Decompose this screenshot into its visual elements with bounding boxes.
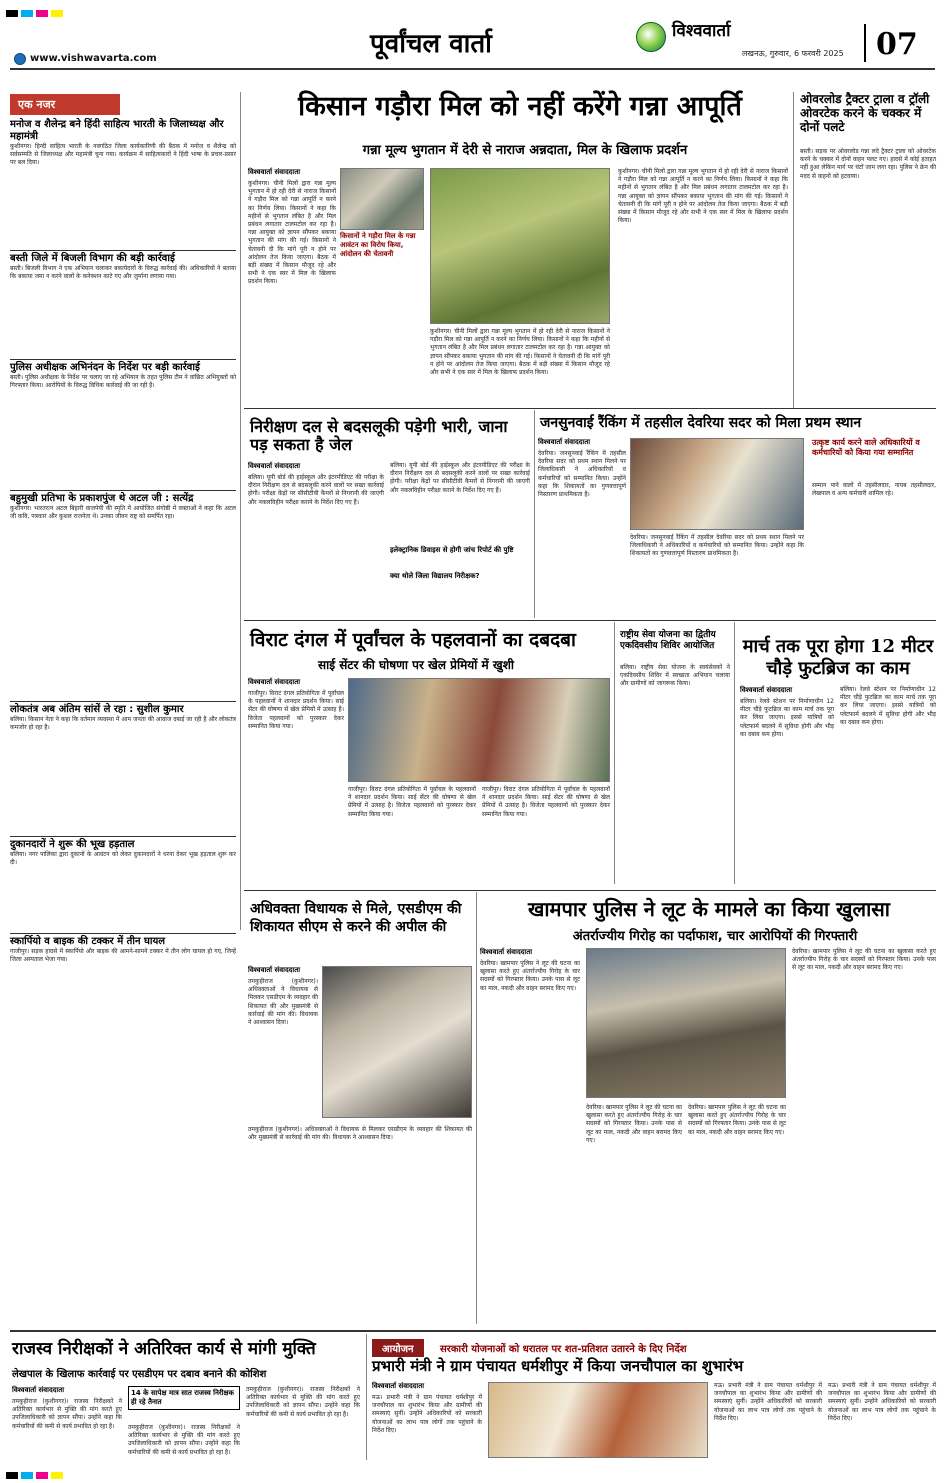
- wrestling-photo: [348, 678, 610, 782]
- wrestling-text-3: गाजीपुर। विराट दंगल प्रतियोगिता में पूर्वांचल के पहलवानों ने शानदार प्रदर्शन किया। साई सेंटर की घोषणा से खेल प्रेमियों में उत्साह है। विजेता पहलवानों को पुरस्कार देकर सम्मानित किया गया।: [482, 786, 610, 818]
- police-text: देवरिया। खामपार पुलिस ने लूट की घटना का खुलासा करते हुए अंतर्राज्यीय गिरोह के चार सदस्यों को गिरफ्तार किया। उनके पास से लूट का माल, नकदी और वाहन बरामद किए गए।: [480, 960, 580, 992]
- logo-text: विश्ववार्ता: [672, 21, 731, 41]
- exam-subhead: इलेक्ट्रानिक डिवाइस से होगी जांच रिपोर्ट की पुष्टि: [390, 546, 514, 554]
- police-subhead: अंतर्राज्यीय गिरोह का पर्दाफाश, चार आरोपियों की गिरफ्तारी: [572, 929, 858, 944]
- revenue-text-3: तमकुहीराज (कुशीनगर)। राजस्व निरीक्षकों ने अतिरिक्त कार्यभार से मुक्ति की मांग करते हुए उपजिलाधिकारी को ज्ञापन सौंपा। उन्होंने कहा कि कर्मचारियों की कमी से कार्य प्रभावित हो रहा है।: [246, 1386, 360, 1418]
- left-column: [10, 94, 236, 964]
- brief-headline: दुकानदारों ने शुरू की भूख हड़ताल: [10, 839, 135, 850]
- right-brief-headline: ओवरलोड ट्रैक्टर ट्राला व ट्रॉली ओवरटेक करने के चक्कर में दोनों पलटे: [800, 92, 930, 134]
- lead-story-body: [248, 168, 788, 406]
- minister-text-3: मऊ। प्रभारी मंत्री ने ग्राम पंचायत धर्मशीपुर में जनचौपाल का शुभारंभ किया और ग्रामीणों की समस्याएं सुनीं। उन्होंने अधिकारियों को सरकारी योजनाओं का लाभ पात्र लोगों तक पहुंचाने के निर्देश दिए।: [828, 1382, 936, 1422]
- police-text-2: देवरिया। खामपार पुलिस ने लूट की घटना का खुलासा करते हुए अंतर्राज्यीय गिरोह के चार सदस्यों को गिरफ्तार किया। उनके पास से लूट का माल, नकदी और वाहन बरामद किए गए।: [586, 1104, 682, 1144]
- minister-headline: प्रभारी मंत्री ने ग्राम पंचायत धर्मशीपुर में किया जनचौपाल का शुभारंभ: [372, 1357, 744, 1375]
- wrestling-story: [248, 678, 610, 884]
- police-text-4: देवरिया। खामपार पुलिस ने लूट की घटना का खुलासा करते हुए अंतर्राज्यीय गिरोह के चार सदस्यों को गिरफ्तार किया। उनके पास से लूट का माल, नकदी और वाहन बरामद किए गए।: [792, 948, 936, 972]
- brief-headline: मनोज व शैलेन्द्र बने हिंदी साहित्य भारती के जिलाध्यक्ष और महामंत्री: [10, 119, 224, 142]
- revenue-text: तमकुहीराज (कुशीनगर)। राजस्व निरीक्षकों ने अतिरिक्त कार्यभार से मुक्ति की मांग करते हुए उपजिलाधिकारी को ज्ञापन सौंपा। उन्होंने कहा कि कर्मचारियों की कमी से कार्य प्रभावित हो रहा है।: [12, 1398, 122, 1430]
- bridge-text-2: बलिया। रेलवे स्टेशन पर निर्माणाधीन 12 मीटर चौड़े फुटब्रिज का काम मार्च तक पूरा कर लिया जाएगा। इससे यात्रियों को प्लेटफार्म बदलने में सुविधा होगी और भीड़ का दबाव कम होगा।: [840, 686, 936, 726]
- right-brief-text: बस्ती। सड़क पर ओवरलोड गन्ना लदे ट्रैक्टर ट्राला को ओवरटेक करने के चक्कर में दोनों वाहन पलट गए। हादसे में कोई हताहत नहीं हुआ लेकिन मार्ग पर घंटों जाम लगा रहा। पुलिस ने क्रेन की मदद से वाहनों को हटवाया।: [800, 148, 936, 180]
- brief-text: बस्ती। बिजली विभाग ने एक अभियान चलाकर बकायेदारों के विरुद्ध कार्रवाई की। अधिकारियों ने बताया कि बकाया जमा न करने वालों के कनेक्शन काटे गए और जुर्माना लगाया गया।: [10, 265, 236, 281]
- revenue-subhead: लेखपाल के खिलाफ कार्रवाई पर एसडीएम पर दबाव बनाने की कोशिश: [12, 1369, 267, 1380]
- award-text-2: देवरिया। जनसुनवाई रैंकिंग में तहसील देवरिया सदर को प्रथम स्थान मिलने पर जिलाधिकारी ने अधिकारियों व कर्मचारियों को सम्मानित किया। उन्होंने कहा कि शिकायतों का गुणवत्तापूर्ण निस्तारण प्राथमिकता है।: [630, 534, 804, 558]
- color-bar-top: [6, 2, 66, 21]
- brief-headline: लोकतंत्र अब अंतिम सांसें ले रहा : सुशील कुमार: [10, 704, 184, 715]
- brief-text: बलिया। नगर पालिका द्वारा दुकानों के आवंटन को लेकर दुकानदारों ने धरना देकर भूख हड़ताल शुरू कर दी।: [10, 851, 236, 867]
- byline: विश्ववार्ता संवाददाता: [372, 1382, 425, 1390]
- date-line: लखनऊ, गुरुवार, 6 फरवरी 2025: [742, 49, 844, 58]
- lead-text-col3: कुशीनगर। चीनी मिलों द्वारा गन्ना मूल्य भुगतान में हो रही देरी से नाराज किसानों ने गड़ौरा मिल को गन्ना आपूर्ति न करने का निर्णय लिया। किसानों ने कहा कि महीनों से भुगतान लंबित है और मिल प्रबंधन लगातार टालमटोल कर रहा है। गन्ना आयुक्त को ज्ञापन सौंपकर बकाया भुगतान की मांग की गई। किसानों ने चेतावनी दी कि मांगें पूरी न होने पर आंदोलन तेज किया जाएगा। बैठक में बड़ी संख्या में किसान मौजूद रहे और सभी ने एक स्वर में मिल के खिलाफ प्रदर्शन किया।: [618, 168, 788, 225]
- byline: विश्ववार्ता संवाददाता: [248, 168, 301, 176]
- brief-headline: पुलिस अधीक्षक अभिनंदन के निर्देश पर बड़ी कार्रवाई: [10, 362, 200, 373]
- revenue-text-2: तमकुहीराज (कुशीनगर)। राजस्व निरीक्षकों ने अतिरिक्त कार्यभार से मुक्ति की मांग करते हुए उपजिलाधिकारी को ज्ञापन सौंपा। उन्होंने कहा कि कर्मचारियों की कमी से कार्य प्रभावित हो रहा है।: [128, 1424, 240, 1456]
- bridge-story: [740, 686, 936, 884]
- byline: विश्ववार्ता संवाददाता: [538, 438, 591, 446]
- brief-text: बस्ती। पुलिस अधीक्षक के निर्देश पर चलाए जा रहे अभियान के तहत पुलिस टीम ने वांछित अभियुक्तों को गिरफ्तार किया। आरोपियों के विरुद्ध विधिक कार्रवाई की जा रही है।: [10, 374, 236, 390]
- logo: [636, 22, 666, 52]
- sdm-headline: अधिवक्ता विधायक से मिले, एसडीएम की शिकायत सीएम से करने की अपील की: [250, 901, 462, 935]
- lead-text-col2: कुशीनगर। चीनी मिलों द्वारा गन्ना मूल्य भुगतान में हो रही देरी से नाराज किसानों ने गड़ौरा मिल को गन्ना आपूर्ति न करने का निर्णय लिया। किसानों ने कहा कि महीनों से भुगतान लंबित है और मिल प्रबंधन लगातार टालमटोल कर रहा है। गन्ना आयुक्त को ज्ञापन सौंपकर बकाया भुगतान की मांग की गई। किसानों ने चेतावनी दी कि मांगें पूरी न होने पर आंदोलन तेज किया जाएगा। बैठक में बड़ी संख्या में किसान मौजूद रहे और सभी ने एक स्वर में मिल के खिलाफ प्रदर्शन किया।: [430, 328, 610, 377]
- award-photo: [630, 438, 804, 530]
- police-headline: खामपार पुलिस ने लूट के मामले का किया खुलासा: [528, 897, 890, 921]
- wrestling-subhead: साई सेंटर की घोषणा पर खेल प्रेमियों में खुशी: [318, 658, 514, 672]
- minister-text-2: मऊ। प्रभारी मंत्री ने ग्राम पंचायत धर्मशीपुर में जनचौपाल का शुभारंभ किया और ग्रामीणों की समस्याएं सुनीं। उन्होंने अधिकारियों को सरकारी योजनाओं का लाभ पात्र लोगों तक पहुंचाने के निर्देश दिए।: [714, 1382, 822, 1422]
- minister-tag: आयोजन: [372, 1339, 424, 1357]
- minister-tag-line: सरकारी योजनाओं को धरातल पर शत-प्रतिशत उतारने के दिए निर्देश: [440, 1344, 687, 1355]
- brief-headline: बस्ती जिले में बिजली विभाग की बड़ी कार्रवाई: [10, 253, 175, 264]
- globe-icon: [14, 53, 26, 65]
- bridge-text: बलिया। रेलवे स्टेशन पर निर्माणाधीन 12 मीटर चौड़े फुटब्रिज का काम मार्च तक पूरा कर लिया जाएगा। इससे यात्रियों को प्लेटफार्म बदलने में सुविधा होगी और भीड़ का दबाव कम होगा।: [740, 698, 834, 738]
- sdm-photo: [322, 966, 472, 1118]
- wrestling-text: गाजीपुर। विराट दंगल प्रतियोगिता में पूर्वांचल के पहलवानों ने शानदार प्रदर्शन किया। साई सेंटर की घोषणा से खेल प्रेमियों में उत्साह है। विजेता पहलवानों को पुरस्कार देकर सम्मानित किया गया।: [248, 690, 344, 730]
- nss-headline: राष्ट्रीय सेवा योजना का द्वितीय एकदिवसीय शिविर आयोजित: [620, 630, 716, 651]
- exam-text: बलिया। यूपी बोर्ड की हाईस्कूल और इंटरमीडिएट की परीक्षा के दौरान निरीक्षण दल से बदसलूकी करने वालों पर सख्त कार्रवाई होगी। परीक्षा केंद्रों पर सीसीटीवी कैमरों से निगरानी की जाएगी और नकलविहीन परीक्षा कराने के निर्देश दिए गए हैं।: [248, 474, 384, 506]
- brief-headline: स्कार्पियो व बाइक की टक्कर में तीन घायल: [10, 936, 166, 947]
- exam-text-col2: बलिया। यूपी बोर्ड की हाईस्कूल और इंटरमीडिएट की परीक्षा के दौरान निरीक्षण दल से बदसलूकी करने वालों पर सख्त कार्रवाई होगी। परीक्षा केंद्रों पर सीसीटीवी कैमरों से निगरानी की जाएगी और नकलविहीन परीक्षा कराने के निर्देश दिए गए हैं।: [390, 462, 530, 494]
- byline: विश्ववार्ता संवाददाता: [248, 462, 301, 470]
- minister-story: [372, 1382, 936, 1458]
- police-text-3: देवरिया। खामपार पुलिस ने लूट की घटना का खुलासा करते हुए अंतर्राज्यीय गिरोह के चार सदस्यों को गिरफ्तार किया। उनके पास से लूट का माल, नकदी और वाहन बरामद किए गए।: [688, 1104, 786, 1136]
- byline: विश्ववार्ता संवाददाता: [480, 948, 533, 956]
- lead-text-col1: कुशीनगर। चीनी मिलों द्वारा गन्ना मूल्य भुगतान में हो रही देरी से नाराज किसानों ने गड़ौरा मिल को गन्ना आपूर्ति न करने का निर्णय लिया। किसानों ने कहा कि महीनों से भुगतान लंबित है और मिल प्रबंधन लगातार टालमटोल कर रहा है। गन्ना आयुक्त को ज्ञापन सौंपकर बकाया भुगतान की मांग की गई। किसानों ने चेतावनी दी कि मांगें पूरी न होने पर आंदोलन तेज किया जाएगा। बैठक में बड़ी संख्या में किसान मौजूद रहे और सभी ने एक स्वर में मिल के खिलाफ प्रदर्शन किया।: [248, 180, 336, 286]
- lead-photo-caption: किसानों ने गड़ौरा मिल के गन्ना आवंटन का विरोध किया, आंदोलन की चेतावनी: [340, 232, 416, 258]
- byline: विश्ववार्ता संवाददाता: [248, 678, 301, 686]
- masthead-divider: [864, 24, 866, 62]
- exam-subhead-2: क्या थोले जिला विद्यालय निरीक्षक?: [390, 572, 480, 580]
- minister-text: मऊ। प्रभारी मंत्री ने ग्राम पंचायत धर्मशीपुर में जनचौपाल का शुभारंभ किया और ग्रामीणों की समस्याएं सुनीं। उन्होंने अधिकारियों को सरकारी योजनाओं का लाभ पात्र लोगों तक पहुंचाने के निर्देश दिए।: [372, 1394, 482, 1434]
- award-text: देवरिया। जनसुनवाई रैंकिंग में तहसील देवरिया सदर को प्रथम स्थान मिलने पर जिलाधिकारी ने अधिकारियों व कर्मचारियों को सम्मानित किया। उन्होंने कहा कि शिकायतों का गुणवत्तापूर्ण निस्तारण प्राथमिकता है।: [538, 450, 626, 499]
- lead-headline: किसान गड़ौरा मिल को नहीं करेंगे गन्ना आपूर्ति: [298, 91, 742, 122]
- lead-photo-2: [430, 168, 610, 324]
- sdm-text-2: तमकुहीराज (कुशीनगर)। अधिवक्ताओं ने विधायक से मिलकर एसडीएम के व्यवहार की शिकायत की और मुख्यमंत्री से कार्रवाई की मांग की। विधायक ने आश्वासन दिया।: [248, 1126, 472, 1142]
- page-number: 07: [876, 27, 918, 62]
- sdm-text: तमकुहीराज (कुशीनगर)। अधिवक्ताओं ने विधायक से मिलकर एसडीएम के व्यवहार की शिकायत की और मुख्यमंत्री से कार्रवाई की मांग की। विधायक ने आश्वासन दिया।: [248, 978, 318, 1027]
- exam-story: [248, 462, 530, 612]
- minister-photo: [488, 1382, 708, 1458]
- sdm-story: [248, 966, 472, 1322]
- award-headline: जनसुनवाई रैंकिंग में तहसील देवरिया सदर को मिला प्रथम स्थान: [540, 415, 862, 431]
- lead-photo: [340, 168, 424, 230]
- award-side-text: सम्मान पाने वालों में तहसीलदार, नायब तहसीलदार, लेखपाल व अन्य कर्मचारी शामिल रहे।: [812, 482, 936, 498]
- award-story: [538, 438, 936, 616]
- brief-text: गाजीपुर। सड़क हादसे में स्कार्पियो और बाइक की आमने-सामने टक्कर में तीन लोग घायल हो गए, जिन्हें जिला अस्पताल भेजा गया।: [10, 948, 236, 964]
- revenue-headline: राजस्व निरीक्षकों ने अतिरिक्त कार्य से मांगी मुक्ति: [12, 1339, 316, 1359]
- color-bar-bottom: [6, 1464, 66, 1483]
- byline: विश्ववार्ता संवाददाता: [740, 686, 793, 694]
- revenue-story: [12, 1386, 360, 1458]
- brief-headline: बहुमुखी प्रतिभा के प्रकाशपुंज थे अटल जी : सत्येंद्र: [10, 493, 194, 504]
- brief-text: कुशीनगर। हिन्दी साहित्य भारती के नवगठित जिला कार्यकारिणी की बैठक में मनोज व शैलेन्द्र को सर्वसम्मति से जिलाध्यक्ष और महामंत्री चुना गया। कार्यक्रम में साहित्यकारों ने हिंदी भाषा के प्रचार-प्रसार पर बल दिया।: [10, 143, 236, 167]
- brief-text: कुशीनगर। भारतरत्न अटल बिहारी वाजपेयी की स्मृति में आयोजित संगोष्ठी में वक्ताओं ने कहा कि अटल जी कवि, पत्रकार और कुशल राजनेता थे। उनका जीवन राष्ट्र को समर्पित रहा।: [10, 505, 236, 521]
- lead-subhead: गन्ना मूल्य भुगतान में देरी से नाराज अन्नदाता, मिल के खिलाफ प्रदर्शन: [362, 143, 688, 158]
- website-link[interactable]: www.vishwavarta.com: [30, 53, 157, 64]
- byline: विश्ववार्ता संवाददाता: [248, 966, 301, 974]
- wrestling-headline: विराट दंगल में पूर्वांचल के पहलवानों का दबदबा: [250, 629, 576, 651]
- byline: विश्ववार्ता संवाददाता: [12, 1386, 65, 1394]
- bridge-headline: मार्च तक पूरा होगा 12 मीटर चौड़े फुटब्रिज का काम: [742, 636, 934, 679]
- award-side-headline: उत्कृष्ट कार्य करने वाले अधिकारियों व कर्मचारियों को किया गया सम्मानित: [812, 438, 920, 457]
- revenue-quote: 14 के सापेक्ष मात्र सात राजस्व निरीक्षक ही रहे तैनात: [128, 1386, 240, 1410]
- police-photo: [586, 948, 786, 1098]
- section-title: पूर्वांचल वार्ता: [370, 29, 492, 59]
- brief-text: बलिया। किसान नेता ने कहा कि वर्तमान व्यवस्था में आम जनता की आवाज दबाई जा रही है और लोकतंत्र कमजोर हो रहा है।: [10, 716, 236, 732]
- ek-nazar-tag: एक नजर: [10, 94, 120, 115]
- nss-text: बलिया। राष्ट्रीय सेवा योजना के स्वयंसेवकों ने एकदिवसीय शिविर में स्वच्छता अभियान चलाया और ग्रामीणों को जागरूक किया।: [620, 664, 730, 688]
- wrestling-text-2: गाजीपुर। विराट दंगल प्रतियोगिता में पूर्वांचल के पहलवानों ने शानदार प्रदर्शन किया। साई सेंटर की घोषणा से खेल प्रेमियों में उत्साह है। विजेता पहलवानों को पुरस्कार देकर सम्मानित किया गया।: [348, 786, 476, 818]
- police-story: [480, 948, 936, 1322]
- masthead-rule: [10, 68, 935, 70]
- exam-headline: निरीक्षण दल से बदसलूकी पड़ेगी भारी, जाना पड़ सकता है जेल: [250, 417, 508, 454]
